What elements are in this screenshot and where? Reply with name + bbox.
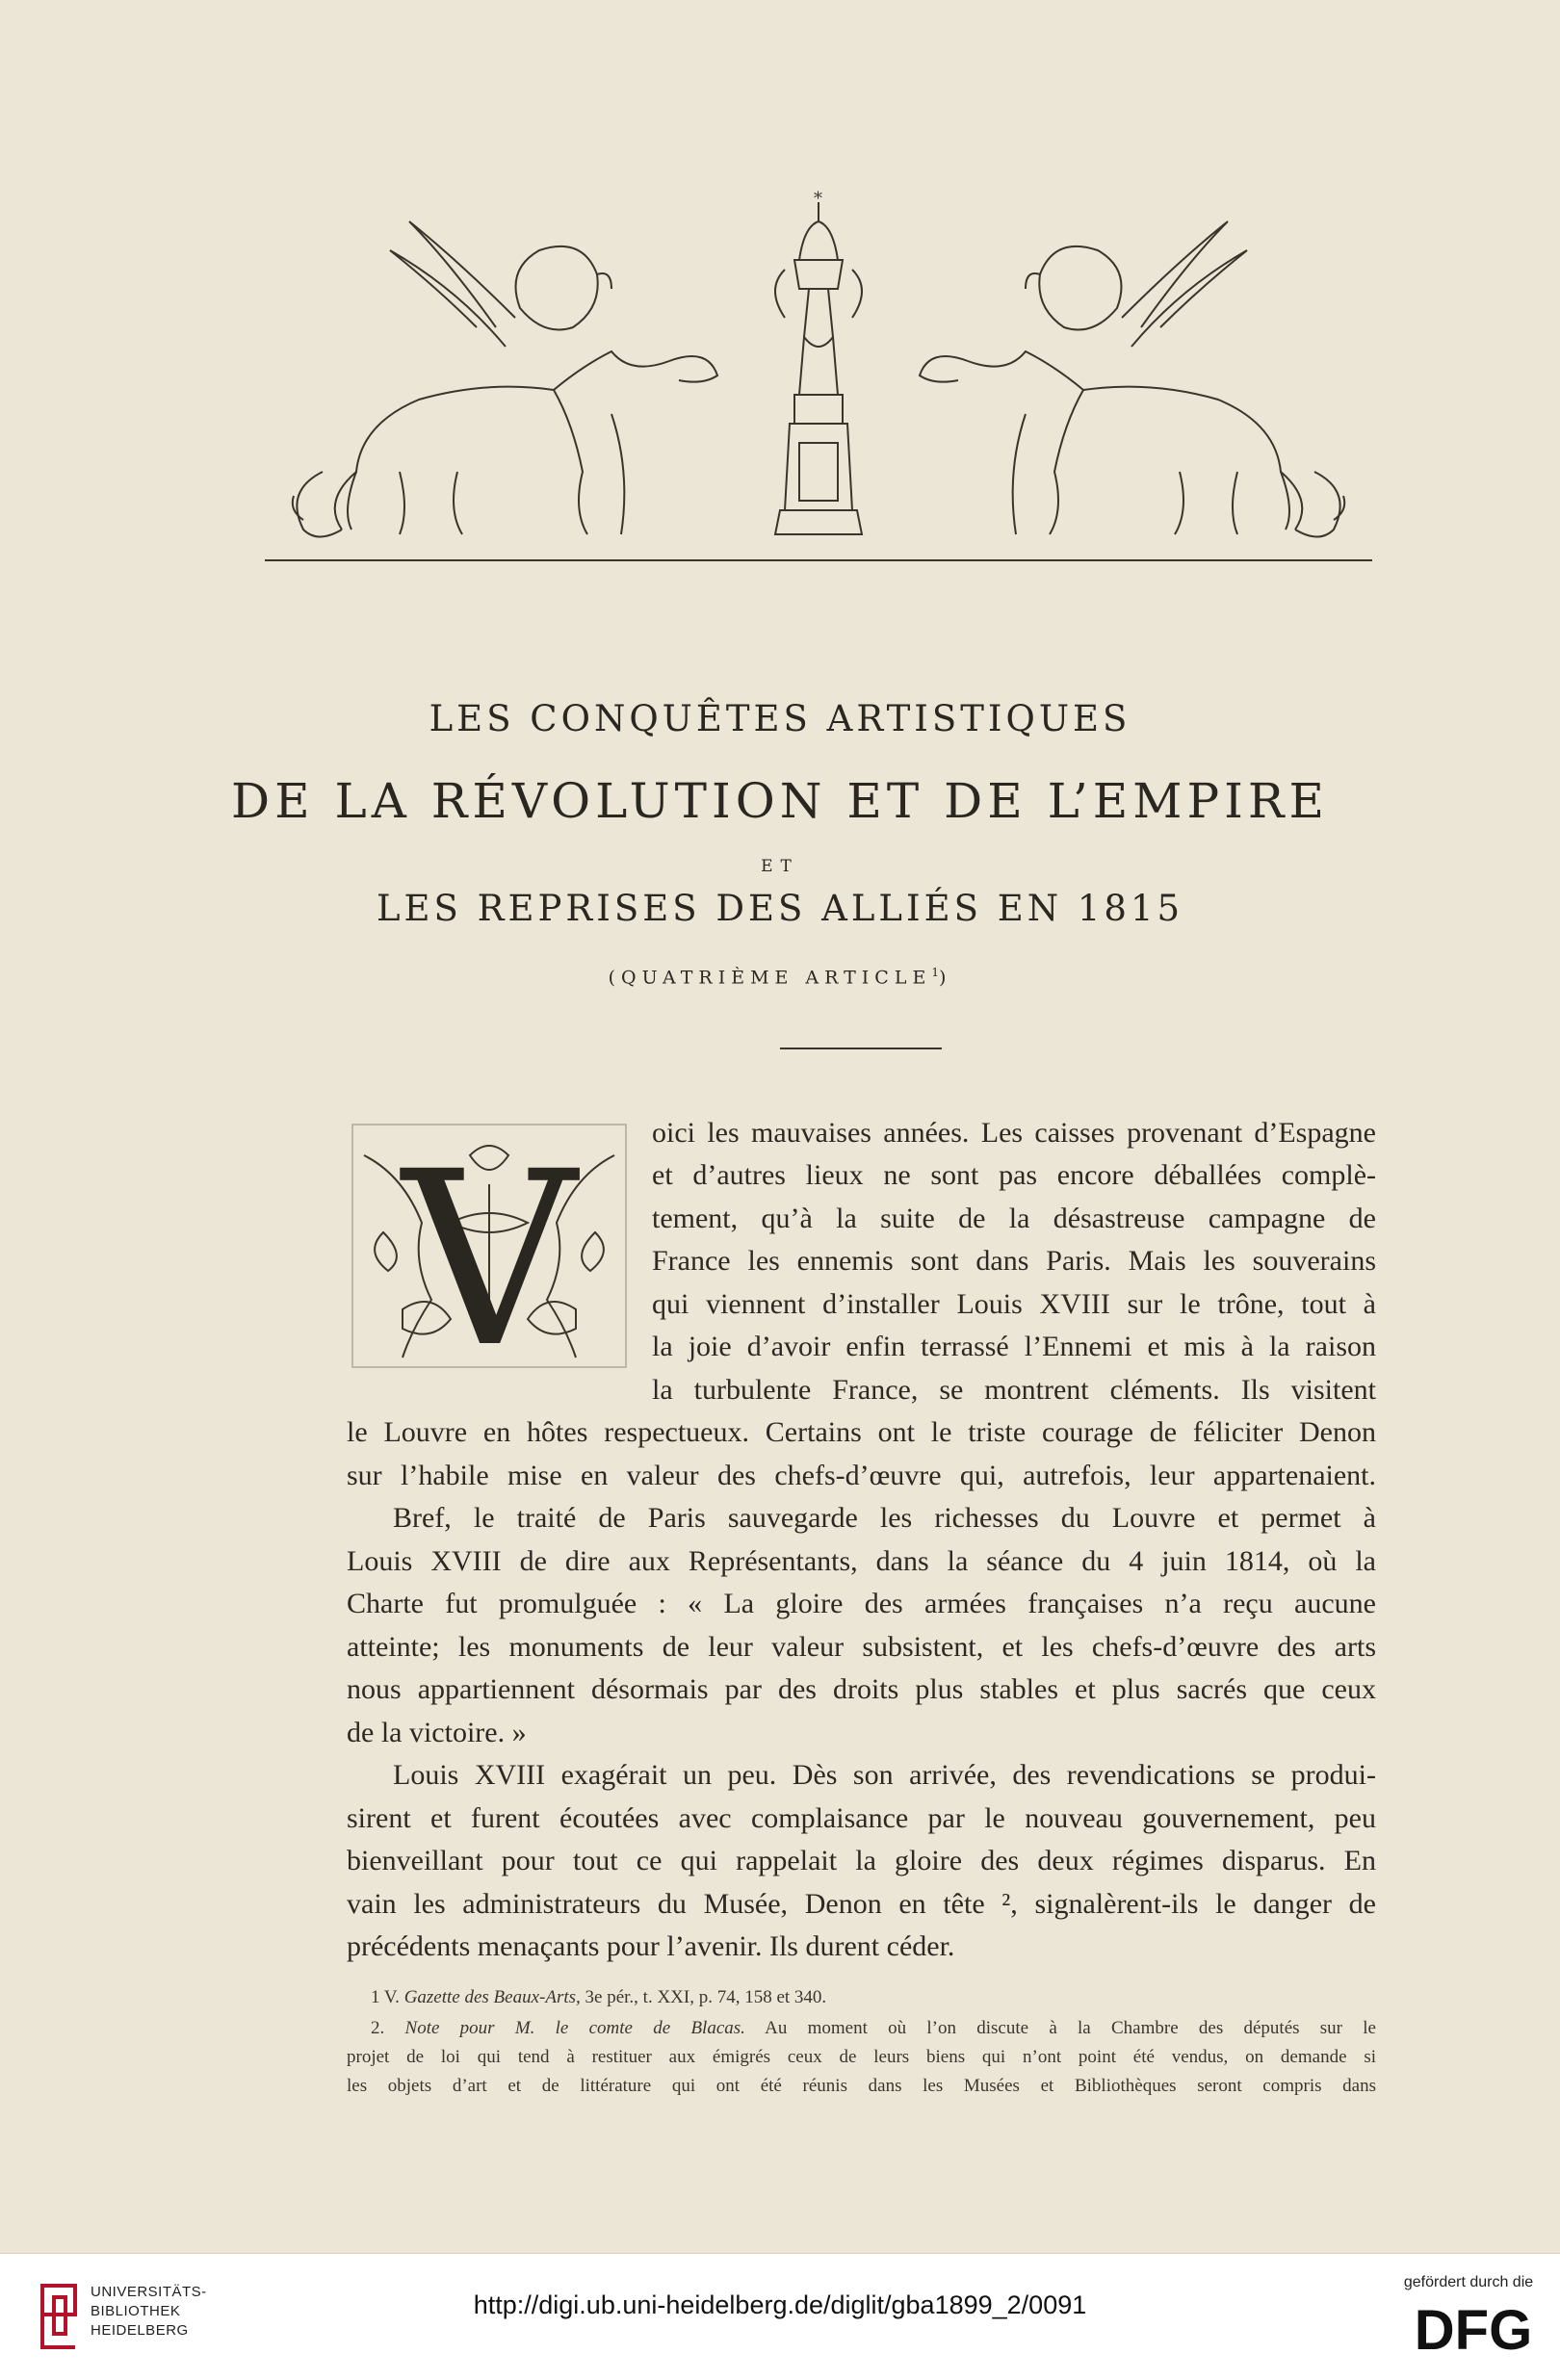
footnote-2-line-2: projet de loi qui tend à restituer aux émigrés ceux de leurs biens qui n’ont point été vendus, on demande si	[347, 2047, 1376, 2067]
footnote-2-title: Note pour M. le comte de Blacas.	[404, 2018, 745, 2038]
dfg-logo-text: DFG	[1414, 2299, 1533, 2357]
footnote-2-number: 2.	[371, 2018, 405, 2038]
body-line-5: qui viennent d’installer Louis XVIII sur le trône, tout à	[652, 1288, 1376, 1320]
title-line-1: LES CONQUÊTES ARTISTIQUES	[429, 698, 1131, 739]
body-line-15: de la victoire. »	[347, 1717, 527, 1748]
body-line-12: Charte fut promulguée : « La gloire des armées françaises n’a reçu aucune	[347, 1588, 1376, 1619]
body-line-17: sirent et furent écoutées avec complaisance par le nouveau gouvernement, peu	[347, 1802, 1376, 1834]
footnote-2-text: Au moment où l’on discute à la Chambre des députés sur le	[744, 2018, 1376, 2038]
article-number-close: )	[938, 967, 952, 989]
left-winged-lion	[293, 221, 717, 537]
body-line-18: bienveillant pour tout ce qui rappelait la gloire des deux régimes disparus. En	[347, 1845, 1376, 1876]
footnote-1-number: 1 V.	[371, 1987, 404, 2007]
body-line-19: vain les administrateurs du Musée, Denon en tête ², signalèrent-ils le danger de	[347, 1888, 1376, 1920]
title-line-4: LES REPRISES DES ALLIÉS EN 1815	[376, 888, 1184, 929]
body-line-11: Louis XVIII de dire aux Représentants, dans la séance du 4 juin 1814, où la	[347, 1545, 1376, 1577]
right-winged-lion	[920, 221, 1344, 537]
dropcap-ornament	[345, 1117, 634, 1375]
title-divider	[780, 1048, 942, 1049]
footnote-2-line-3: les objets d’art et de littérature qui ont été réunis dans les Musées et Bibliothèques seront compris dans	[347, 2076, 1376, 2096]
body-line-4: France les ennemis sont dans Paris. Mais les souverains	[652, 1245, 1376, 1277]
body-line-20: précédents menaçants pour l’avenir. Ils durent céder.	[347, 1930, 955, 1962]
article-number	[0, 966, 1560, 988]
library-logo-icon	[37, 2276, 81, 2355]
footnote-1	[371, 1987, 826, 2008]
dfg-logo	[1401, 2299, 1546, 2357]
footnote-ref-1: 1	[931, 966, 939, 979]
body-line-13: atteinte; les monuments de leur valeur subsistent, et les chefs-d’œuvre des arts	[347, 1631, 1376, 1663]
title-line-2: DE LA RÉVOLUTION ET DE L’EMPIRE	[231, 773, 1329, 829]
body-line-2: et d’autres lieux ne sont pas encore déballées complè-	[652, 1159, 1376, 1191]
library-name-line-2: BIBLIOTHEK	[91, 2303, 181, 2319]
title-conjunction: ET	[761, 857, 799, 876]
footnote-2-line-1	[371, 2018, 1376, 2039]
body-line-9: sur l’habile mise en valeur des chefs-d’œuvre qui, autrefois, leur appartenaient.	[347, 1460, 1376, 1491]
flaming-tripod	[775, 202, 862, 534]
body-line-10: Bref, le traité de Paris sauvegarde les richesses du Louvre et permet à	[393, 1502, 1376, 1534]
dropcap-letter: V	[402, 1120, 577, 1375]
library-name-line-3: HEIDELBERG	[91, 2322, 189, 2339]
sponsor-caption: gefördert durch die	[1403, 2274, 1534, 2290]
body-line-6: la joie d’avoir enfin terrassé l’Ennemi et mis à la raison	[652, 1331, 1376, 1362]
headpiece-illustration	[265, 183, 1372, 587]
body-line-7: la turbulente France, se montrent cléments. Ils visitent	[652, 1374, 1376, 1406]
permalink-url[interactable]: http://digi.ub.uni-heidelberg.de/diglit/gba1899_2/0091	[473, 2290, 1087, 2319]
body-line-14: nous appartiennent désormais par des droits plus stables et plus sacrés que ceux	[347, 1673, 1376, 1705]
footnote-1-ref: 3e pér., t. XXI, p. 74, 158 et 340.	[580, 1987, 827, 2007]
library-name-line-1: UNIVERSITÄTS-	[91, 2284, 207, 2300]
body-line-3: tement, qu’à la suite de la désastreuse campagne de	[652, 1203, 1376, 1234]
asterisk-mark: *	[814, 189, 822, 209]
body-line-16: Louis XVIII exagérait un peu. Dès son arrivée, des revendications se produi-	[393, 1759, 1376, 1791]
article-number-text: (QUATRIÈME ARTICLE	[608, 967, 932, 989]
body-line-1: oici les mauvaises années. Les caisses provenant d’Espagne	[652, 1117, 1376, 1149]
footnote-1-title: Gazette des Beaux-Arts,	[403, 1987, 581, 2007]
body-line-8: le Louvre en hôtes respectueux. Certains ont le triste courage de féliciter Denon	[347, 1416, 1376, 1448]
